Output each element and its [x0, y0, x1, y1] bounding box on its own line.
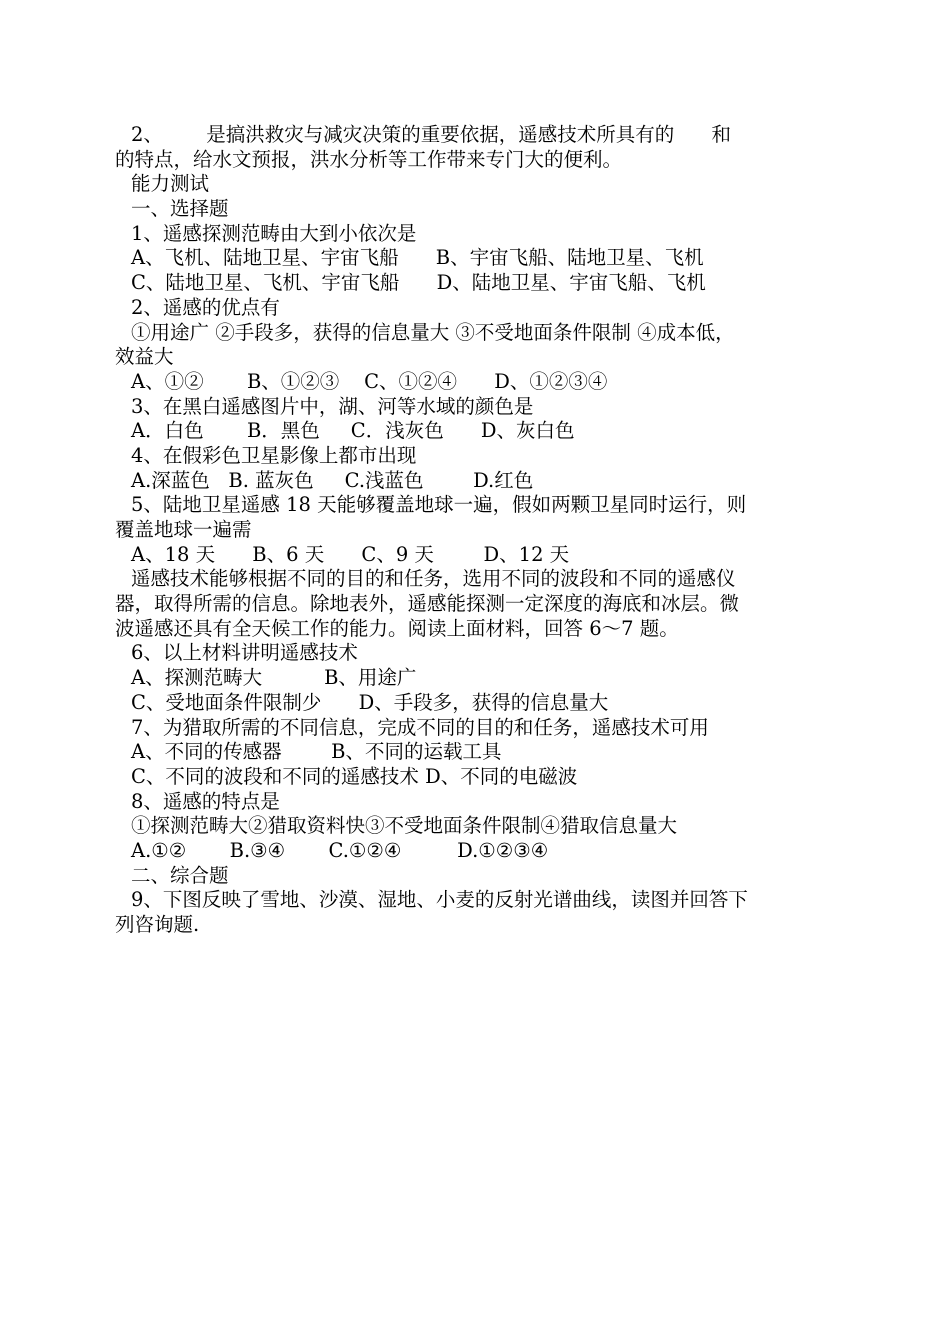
text-line: A.①② B.③④ C.①②④ D.①②③④ — [131, 838, 549, 862]
text-line: 覆盖地球一遍需 — [115, 518, 252, 541]
text-line: A、①② B、①②③ C、①②④ D、①②③④ — [131, 369, 608, 393]
document-body — [115, 123, 835, 938]
text-line: 二、综合题 — [131, 863, 229, 887]
text-line: C、受地面条件限制少 D、手段多，获得的信息量大 — [131, 690, 609, 714]
text-line: 2、遥感的优点有 — [131, 295, 280, 319]
text-line: 一、选择题 — [131, 197, 229, 221]
text-line: 3、在黑白遥感图片中，湖、河等水域的颜色是 — [131, 394, 534, 418]
text-line: ①探测范畴大②猎取资料快③不受地面条件限制④猎取信息量大 — [131, 814, 678, 838]
text-line: 的特点，给水文预报，洪水分析等工作带来专门大的便利。 — [115, 147, 623, 171]
text-line: C、陆地卫星、飞机、宇宙飞船 D、陆地卫星、宇宙飞船、飞机 — [131, 271, 706, 295]
text-line: A、飞机、陆地卫星、宇宙飞船 B、宇宙飞船、陆地卫星、飞机 — [131, 246, 704, 270]
text-line: A、探测范畴大 B、用途广 — [131, 666, 417, 690]
text-line: ①用途广 ②手段多，获得的信息量大 ③不受地面条件限制 ④成本低， — [131, 320, 735, 344]
text-line: 能力测试 — [131, 172, 210, 196]
text-line: 效益大 — [115, 345, 174, 369]
text-line: 4、在假彩色卫星影像上都市出现 — [131, 443, 417, 467]
text-line: 9、下图反映了雪地、沙漠、湿地、小麦的反射光谱曲线，读图并回答下 — [131, 888, 748, 912]
text-line: 2、 是搞洪救灾与减灾决策的重要依据，遥感技术所具有的 和 — [131, 123, 731, 146]
text-line: A.深蓝色 B. 蓝灰色 C.浅蓝色 D.红色 — [131, 468, 534, 492]
text-line: A、18 天 B、6 天 C、9 天 D、12 天 — [131, 542, 570, 566]
text-line: A、不同的传感器 B、不同的运载工具 — [131, 740, 502, 764]
text-line: 波遥感还具有全天候工作的能力。阅读上面材料，回答 6～7 题。 — [115, 616, 679, 640]
text-line: 6、以上材料讲明遥感技术 — [131, 641, 358, 665]
text-line: 列咨询题. — [115, 913, 200, 936]
text-line: 8、遥感的特点是 — [131, 789, 280, 813]
text-line: 5、陆地卫星遥感 18 天能够覆盖地球一遍，假如两颗卫星同时运行，则 — [131, 493, 747, 517]
text-line: 7、为猎取所需的不同信息，完成不同的目的和任务，遥感技术可用 — [131, 715, 709, 739]
text-line: C、不同的波段和不同的遥感技术 D、不同的电磁波 — [131, 764, 578, 788]
text-line: A．白色 B．黑色 C．浅灰色 D、灰白色 — [131, 419, 575, 443]
text-line: 1、遥感探测范畴由大到小依次是 — [131, 221, 417, 245]
text-line: 器，取得所需的信息。除地表外，遥感能探测一定深度的海底和冰层。微 — [115, 592, 740, 616]
text-line: 遥感技术能够根据不同的目的和任务，选用不同的波段和不同的遥感仪 — [131, 567, 736, 591]
